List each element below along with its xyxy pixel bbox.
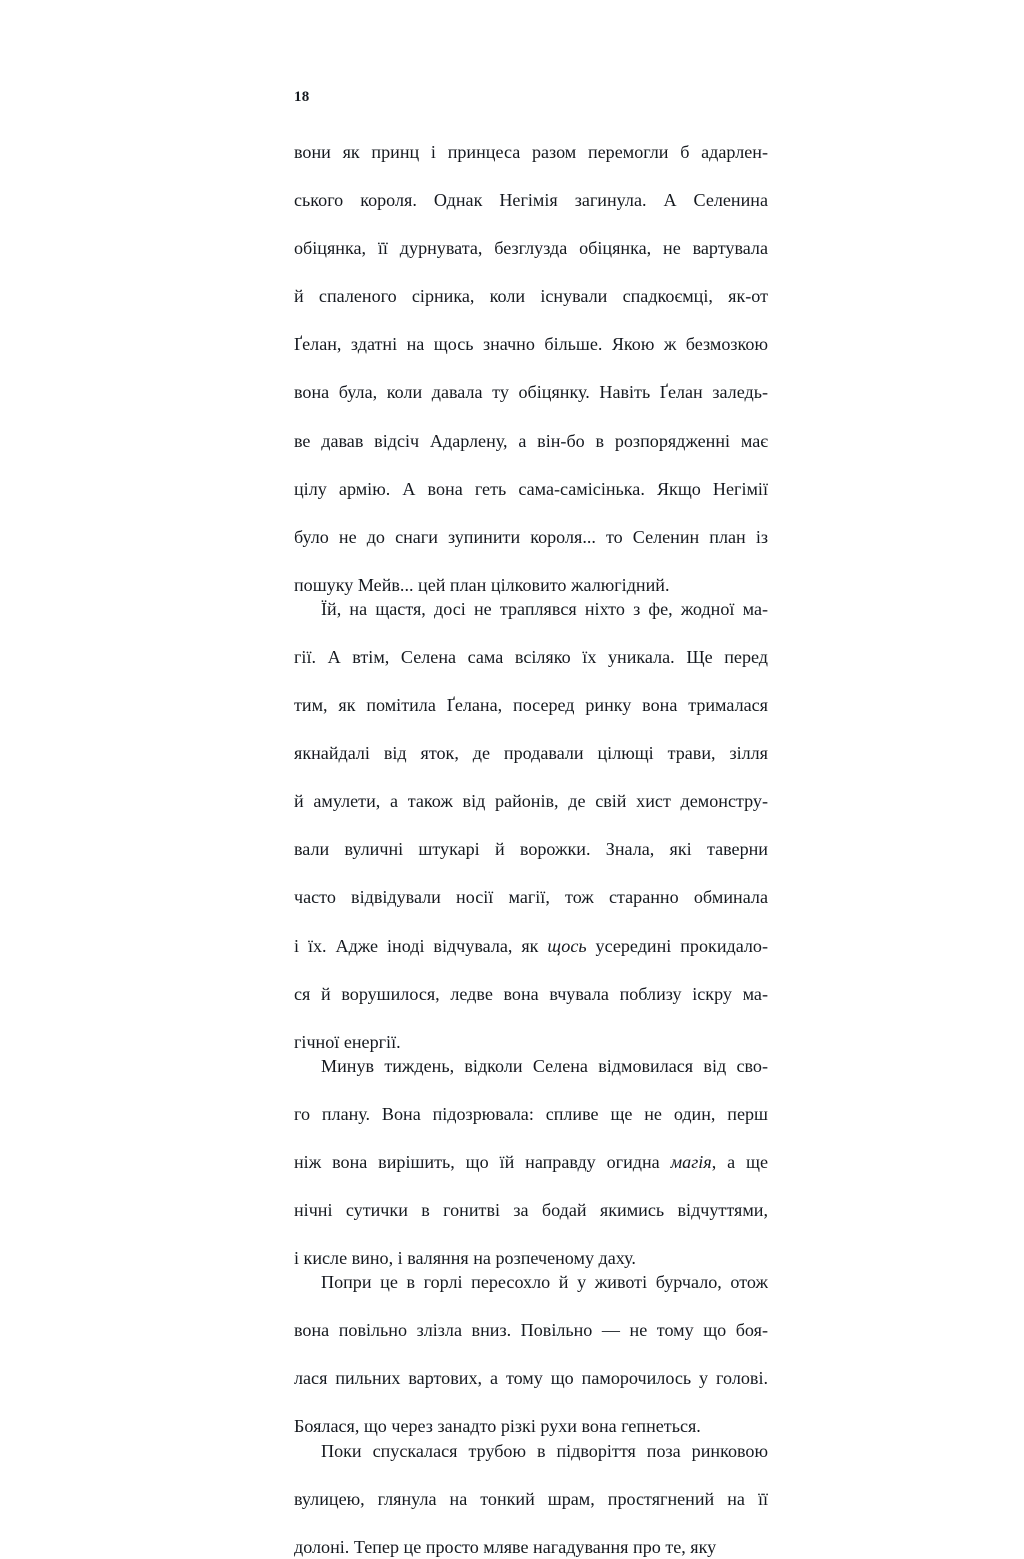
text-line: Боялася, що через занадто різкі рухи вона гепнеться. — [294, 1416, 701, 1437]
text-line: вони як принц і принцеса разом перемогли б адарлен- — [294, 142, 768, 162]
text-line: цілу армію. А вона геть сама-самісінька. Якщо Негімії — [294, 478, 768, 499]
text-line: вона була, коли давала ту обіцянку. Навіть Ґелан заледь- — [294, 382, 768, 403]
text-line: вона повільно злізла вниз. Повільно — не тому що боя- — [294, 1320, 768, 1341]
text-line: вали вуличні штукарі й ворожки. Знала, які таверни — [294, 839, 768, 860]
text-line: ського короля. Однак Негімія загинула. А Селенина — [294, 190, 768, 211]
text-line: й амулети, а також від районів, де свій хист демонстру- — [294, 791, 768, 812]
text-line: тим, як помітила Ґелана, посеред ринку вона трималася — [294, 695, 768, 716]
text-line: Їй, на щастя, досі не траплявся ніхто з фе, жодної ма- — [321, 598, 768, 619]
text-line: і кисле вино, і валяння на розпеченому даху. — [294, 1248, 636, 1269]
text-line: го плану. Вона підозрювала: спливе ще не один, перш — [294, 1103, 768, 1124]
text-line: і їх. Адже іноді відчувала, як щось усередині прокидало- — [294, 935, 768, 956]
text-line: було не до снаги зупинити короля... то Селенин план із — [294, 526, 768, 547]
text-line: ве давав відсіч Адарлену, а він-бо в розпорядженні має — [294, 430, 768, 451]
text-line: часто відвідували носії магії, тож старанно обминала — [294, 887, 768, 908]
text-line: ся й ворушилося, ледве вона вчувала поблизу іскру ма- — [294, 983, 768, 1004]
text-line: обіцянка, її дурнувата, безглузда обіцянка, не вартувала — [294, 238, 768, 259]
emphasis-word: щось — [547, 935, 587, 956]
text-line: лася пильних вартових, а тому що паморочилось у голові. — [294, 1368, 768, 1389]
text-line: пошуку Мейв... цей план цілковито жалюгідний. — [294, 574, 670, 595]
body-text-column — [294, 140, 768, 1559]
text-line: нічні сутички в гонитві за бодай якимись відчуттями, — [294, 1200, 768, 1221]
paragraph — [294, 1439, 768, 1559]
text-line: вулицею, глянула на тонкий шрам, простягнений на її — [294, 1488, 768, 1509]
emphasis-word: магія — [670, 1151, 712, 1172]
paragraph — [294, 1270, 768, 1438]
text-line: Ґелан, здатні на щось значно більше. Якою ж безмозкою — [294, 334, 768, 355]
text-line: гічної енергії. — [294, 1031, 401, 1052]
paragraph — [294, 140, 768, 597]
paragraph — [294, 1054, 768, 1270]
text-line: Поки спускалася трубою в підворіття поза ринковою — [321, 1440, 768, 1461]
text-line: ніж вона вирішить, що їй направду огидна магія, а ще — [294, 1151, 768, 1172]
paragraph — [294, 597, 768, 1054]
text-line: якнайдалі від яток, де продавали цілющі трави, зілля — [294, 743, 768, 764]
text-line: Минув тиждень, відколи Селена відмовилася від сво- — [321, 1055, 768, 1076]
page-number: 18 — [294, 89, 310, 105]
text-line: Попри це в горлі пересохло й у животі бурчало, отож — [321, 1272, 768, 1293]
text-line: долоні. Тепер це просто мляве нагадування про те, яку — [294, 1536, 717, 1557]
text-line: й спаленого сірника, коли існували спадкоємці, як-от — [294, 286, 768, 307]
text-line: гії. А втім, Селена сама всіляко їх уникала. Ще перед — [294, 646, 768, 667]
